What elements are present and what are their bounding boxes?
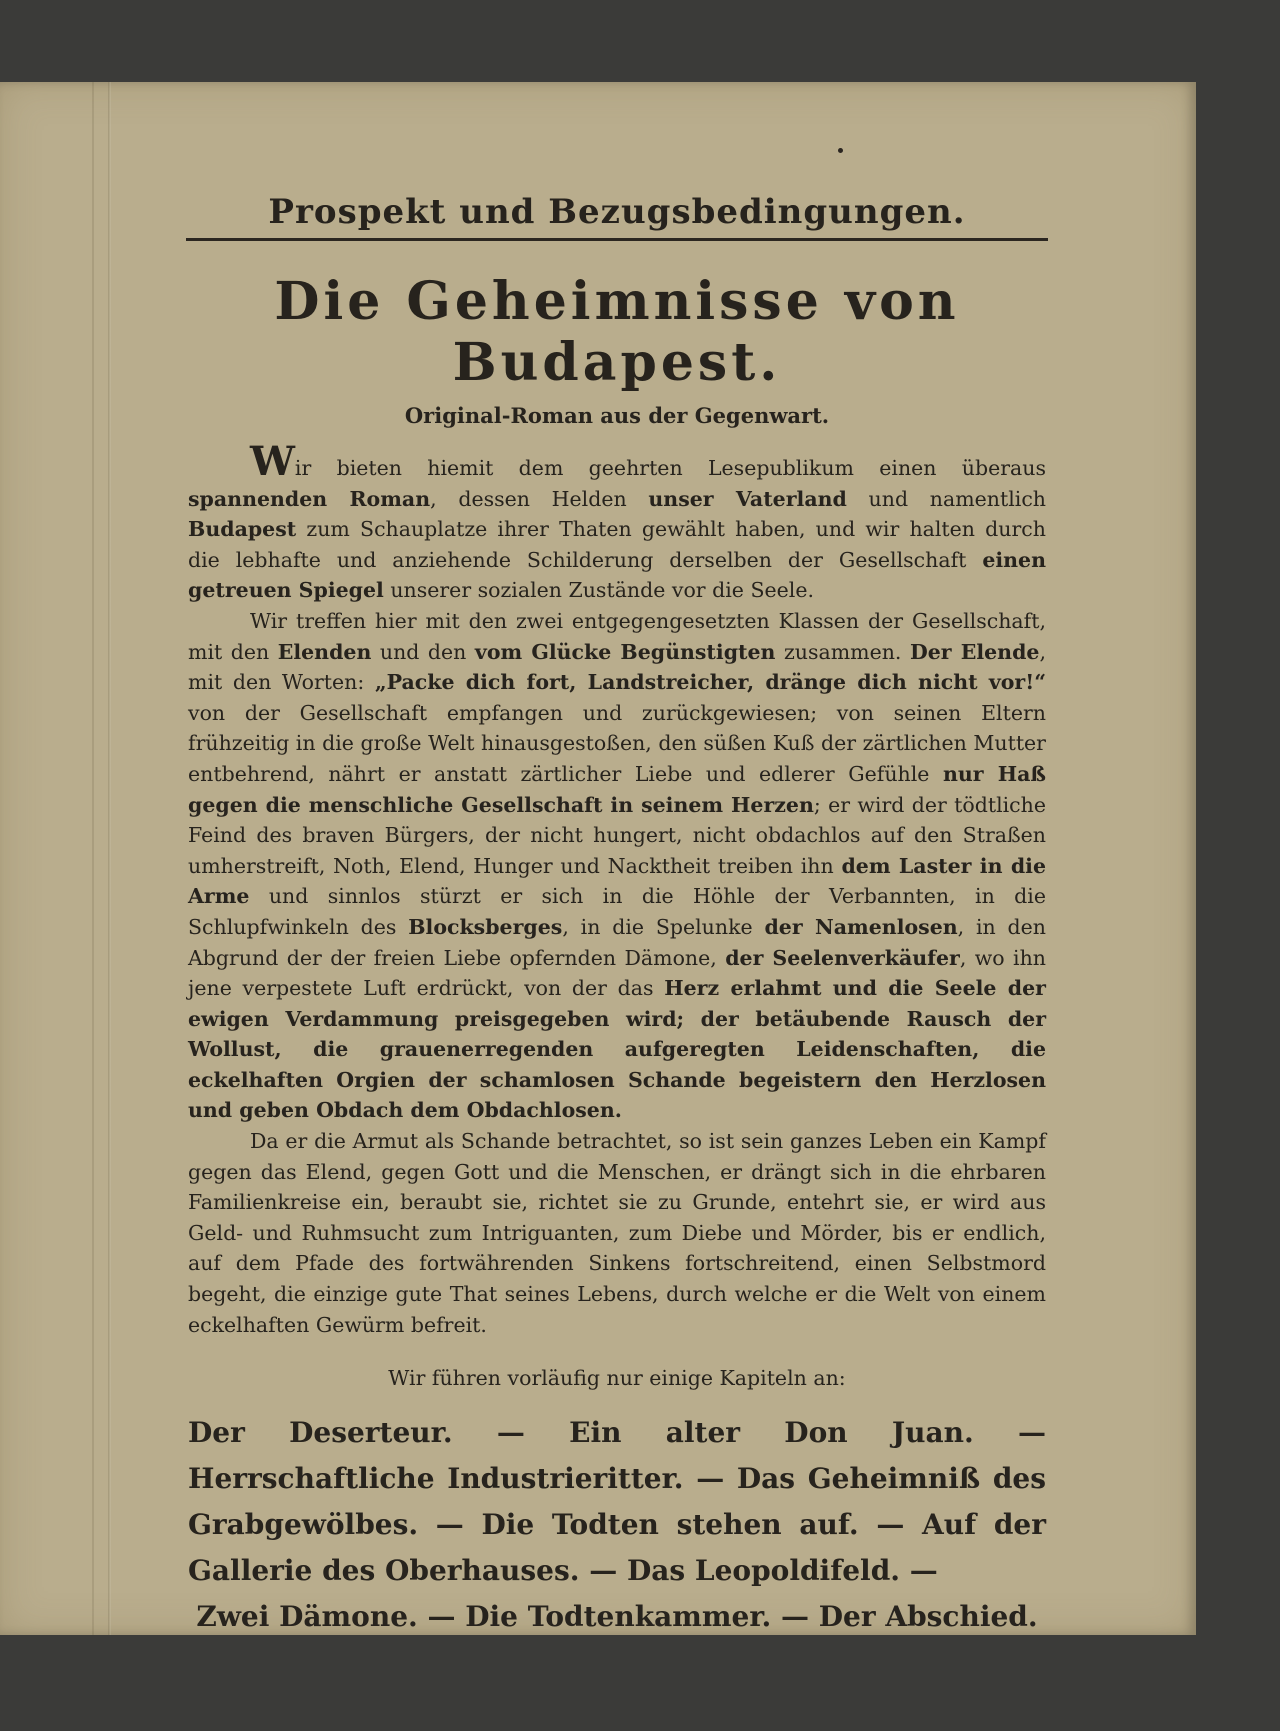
bold-run: einen getreuen Spiegel bbox=[188, 547, 1046, 603]
drop-cap: W bbox=[250, 438, 295, 485]
novel-subtitle: Original-Roman aus der Gegenwart. bbox=[404, 403, 830, 428]
text-run: von der Gesellschaft empfangen und zurückgewiesen; von seinen Eltern frühzeitig in die große Welt hinausgestoßen, den süßen Kuß der zärtlichen Mutter entbehrend, nährt er anstatt zärtlicher Liebe und edlerer Gefühle bbox=[188, 700, 1046, 786]
text-run: und sinnlos stürzt er sich in die Höhle der Verbannten, in die Schlupfwinkeln des bbox=[188, 884, 1046, 939]
bold-run: Blocksberges bbox=[408, 914, 563, 939]
bold-run: Elenden bbox=[277, 639, 372, 664]
bold-run: unser Vaterland bbox=[648, 486, 847, 511]
text-run: , dessen Helden bbox=[430, 486, 649, 511]
chapter-list-last: Zwei Dämone. — Die Todtenkammer. — Der Abschied. bbox=[196, 1600, 1038, 1634]
paragraph-poverty: Da er die Armut als Schande betrachtet, so ist sein ganzes Leben ein Kampf gegen das Elend, gegen Gott und die Menschen, er drängt sich in die ehrbaren Familienkreise ein, beraubt sie, richtet sie zu Grunde, entehrt sie, er wird aus Geld- und Ruhmsucht zum Intriguanten, zum Diebe und Mörder, bis er endlich, auf dem Pfade des fortwährenden Sinkens fortschreitend, einen Selbstmord begeht, die einzige gute That seines Lebens, durch welche er die Welt von einem eckelhaften Gewürm befreit. bbox=[188, 1129, 1046, 1337]
bold-run: vom Glücke Begünstigten bbox=[474, 639, 776, 664]
bold-run: Herz erlahmt und die Seele der ewigen Verdammung preisgegeben wird; der betäubende Rausch der Wollust, die grauenerregenden aufgeregten Leidenschaften, die eckelhaften Orgien der schamlosen Schande begeistern den Herzlosen und geben Obdach dem Obdachlosen. bbox=[188, 976, 1046, 1123]
text-run: zusammen. bbox=[775, 639, 910, 664]
novel-title: Die Geheimnisse von Budapest. bbox=[274, 271, 960, 393]
text-run: zum Schauplatze ihrer Thaten gewählt haben, und wir halten durch die lebhafte und anziehende Schilderung derselben der Gesellschaft bbox=[188, 517, 1046, 572]
bold-run: Budapest bbox=[188, 517, 297, 542]
page-content bbox=[188, 192, 1046, 1640]
text-run: , in den Abgrund der der freien Liebe opfernden Dämone, bbox=[188, 914, 1046, 970]
text-run: und namentlich bbox=[846, 486, 1047, 511]
text-run: Wir treffen hier mit den zwei entgegengesetzten Klassen der Gesellschaft, mit den bbox=[188, 608, 1046, 664]
page-fold bbox=[108, 82, 111, 1635]
bold-run: nur Haß gegen die menschliche Gesellschaft in seinem Herzen bbox=[188, 761, 1046, 817]
document-page bbox=[0, 82, 1196, 1635]
text-run: und den bbox=[371, 639, 475, 664]
bold-run: spannenden Roman bbox=[188, 486, 431, 511]
text-run: , wo ihn jene verpestete Luft erdrückt, von der das bbox=[188, 945, 1046, 1001]
text-run: unserer sozialen Zustände vor die Seele. bbox=[383, 578, 814, 603]
paragraph-intro bbox=[188, 438, 1047, 606]
text-run: , mit den Worten: bbox=[188, 639, 1046, 695]
ink-dot bbox=[838, 148, 843, 153]
text-run: ir bieten hiemit dem geehrten Lesepublikum einen überaus bbox=[294, 456, 1046, 480]
text-run: ; er wird der tödtliche Feind des braven Bürgers, der nicht hungert, nicht obdachlos auf den Straßen umherstreift, Noth, Elend, Hunger und Nacktheit treiben ihn bbox=[188, 792, 1046, 878]
bold-run: „Packe dich fort, Landstreicher, dränge dich nicht vor!“ bbox=[374, 670, 1046, 695]
bold-run: der Seelenverkäufer bbox=[725, 945, 960, 970]
bold-run: Der Elende bbox=[909, 639, 1040, 664]
heading-rule bbox=[186, 238, 1048, 241]
bold-run: dem Laster in die Arme bbox=[188, 853, 1047, 909]
prospekt-heading: Prospekt und Bezugsbedingungen. bbox=[268, 192, 966, 232]
chapter-list: Der Deserteur. — Ein alter Don Juan. — Herrschaftliche Industrieritter. — Das Geheimniß des Grabgewölbes. — Die Todten stehen auf. — Auf der Gallerie des Oberhauses. — Das Leopoldifeld. — bbox=[188, 1416, 1046, 1588]
paragraph-classes bbox=[188, 606, 1046, 1126]
chapters-intro: Wir führen vorläufig nur einige Kapiteln an: bbox=[388, 1366, 846, 1391]
page-fold-shadow bbox=[92, 82, 94, 1635]
text-run: , in die Spelunke bbox=[562, 914, 765, 939]
bold-run: der Namenlosen bbox=[764, 914, 958, 939]
